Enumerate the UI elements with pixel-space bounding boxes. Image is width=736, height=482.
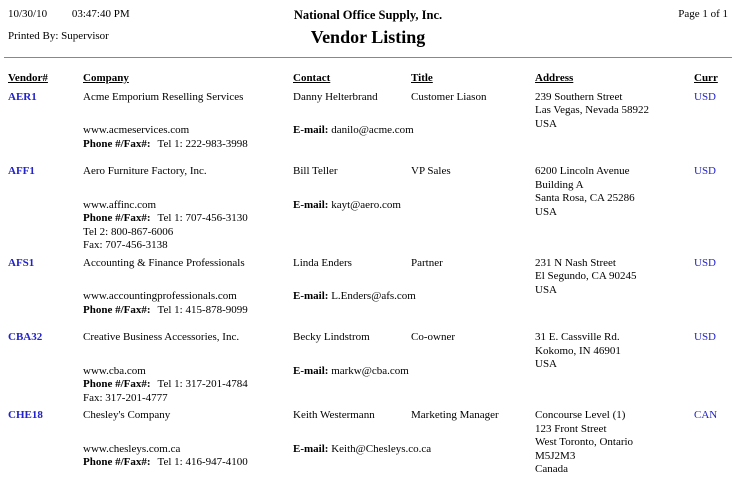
currency-link[interactable]: USD: [694, 331, 717, 343]
email-value: L.Enders@afs.com: [331, 290, 416, 302]
address-line: Kokomo, IN 46901: [535, 344, 621, 357]
address-cell: [535, 257, 694, 328]
address-line: USA: [535, 117, 558, 130]
email-label: E-mail:: [293, 364, 332, 377]
phone-fax-line: [83, 456, 293, 470]
phone-extra-line: Fax: 317-201-4777: [83, 391, 168, 404]
address-line: 231 N Nash Street: [535, 256, 616, 269]
address-line: West Toronto, Ontario: [535, 436, 634, 448]
title-cell: [411, 91, 535, 162]
column-header-title: Title: [411, 72, 433, 84]
contact-name-text: Bill Teller: [293, 165, 338, 177]
vendor-row: [0, 409, 736, 482]
phone-value: Tel 1: 222-983-3998: [157, 137, 248, 150]
vendor-row: [0, 165, 736, 253]
phone-fax-label: Phone #/Fax#:: [83, 303, 151, 316]
company-cell: [83, 409, 293, 482]
address-line: 31 E. Cassville Rd.: [535, 331, 620, 343]
address-line: USA: [535, 358, 558, 370]
phone-value: Tel 1: 317-201-4784: [157, 378, 248, 390]
address-cell: [535, 409, 694, 482]
phone-lines: [83, 378, 293, 405]
phone-lines: [83, 304, 293, 318]
vendor-row: [0, 257, 736, 328]
company-name-text: Chesley's Company: [83, 409, 171, 421]
vendor-id-link[interactable]: CHE18: [8, 409, 43, 421]
title-cell: [411, 331, 535, 405]
phone-fax-label: Phone #/Fax#:: [83, 456, 151, 468]
website-text: www.acmeservices.com: [83, 124, 190, 136]
printed-by-user: Supervisor: [61, 29, 109, 42]
contact-title-text: Partner: [411, 256, 443, 269]
column-header-row: [0, 58, 736, 91]
website-text: www.cba.com: [83, 364, 146, 377]
currency-link[interactable]: USD: [694, 90, 717, 103]
column-header-contact: Contact: [293, 72, 331, 84]
page-indicator: Page 1 of 1: [678, 8, 728, 20]
phone-value: Tel 1: 707-456-3130: [157, 212, 248, 224]
vendor-row: [0, 331, 736, 405]
vendor-id-link[interactable]: AER1: [8, 90, 37, 103]
address-line: Concourse Level (1): [535, 409, 626, 421]
contact-name-text: Keith Westermann: [293, 409, 375, 421]
phone-fax-label: Phone #/Fax#:: [83, 212, 151, 224]
email-value: markw@cba.com: [331, 364, 409, 377]
contact-name-text: Linda Enders: [293, 256, 352, 269]
company-cell: [83, 91, 293, 162]
address-line: 123 Front Street: [535, 422, 607, 435]
email-label: E-mail:: [293, 198, 332, 211]
email-value: Keith@Chesleys.co.ca: [331, 442, 432, 455]
vendor-id-link[interactable]: CBA32: [8, 331, 43, 343]
vendor-list: [0, 91, 736, 482]
title-cell: [411, 165, 535, 253]
contact-title-text: Customer Liason: [411, 90, 487, 103]
phone-lines: [83, 212, 293, 253]
company-name-text: Aero Furniture Factory, Inc.: [83, 165, 207, 177]
phone-value: Tel 1: 415-878-9099: [157, 303, 248, 316]
phone-lines: [83, 456, 293, 470]
address-line: El Segundo, CA 90245: [535, 270, 637, 282]
contact-cell: [293, 165, 411, 253]
email-value: danilo@acme.com: [331, 124, 414, 136]
title-cell: [411, 257, 535, 328]
column-header-address: Address: [535, 72, 574, 84]
email-line: [293, 290, 416, 304]
report-header: [0, 0, 736, 48]
email-label: E-mail:: [293, 290, 332, 302]
address-cell: [535, 331, 694, 405]
contact-title-text: Co-owner: [411, 331, 455, 343]
contact-title-text: Marketing Manager: [411, 409, 499, 421]
company-name: National Office Supply, Inc.: [293, 8, 443, 22]
email-line: [293, 124, 414, 138]
contact-cell: [293, 409, 432, 482]
currency-link[interactable]: CAN: [694, 409, 718, 421]
header-left: [8, 8, 238, 48]
printed-by-line: [8, 30, 238, 44]
email-line: [293, 442, 432, 457]
contact-cell: [293, 256, 416, 328]
phone-fax-line: [83, 138, 293, 152]
phone-fax-line: [83, 212, 293, 226]
email-line: [293, 199, 411, 213]
address-line: Building A: [535, 178, 584, 191]
title-cell: [411, 409, 535, 482]
contact-cell: [293, 331, 411, 405]
website-text: www.chesleys.com.ca: [83, 442, 181, 455]
phone-fax-line: [83, 304, 293, 318]
phone-extra-line: Tel 2: 800-867-6006: [83, 225, 174, 238]
company-cell: [83, 331, 293, 405]
address-line: USA: [535, 205, 558, 218]
vendor-id-link[interactable]: AFS1: [8, 256, 35, 269]
address-line: 239 Southern Street: [535, 90, 623, 103]
phone-fax-label: Phone #/Fax#:: [83, 378, 151, 390]
company-cell: [83, 257, 293, 328]
contact-title-text: VP Sales: [411, 165, 451, 177]
vendor-id-link[interactable]: AFF1: [8, 165, 35, 177]
address-line: M5J2M3: [535, 449, 576, 462]
phone-lines: [83, 138, 293, 152]
address-line: USA: [535, 283, 558, 296]
address-cell: [535, 91, 694, 162]
column-header-currency: Curr: [694, 72, 718, 84]
company-cell: [83, 165, 293, 253]
column-header-company: Company: [83, 72, 129, 84]
phone-fax-line: [83, 378, 293, 392]
address-line: Santa Rosa, CA 25286: [535, 192, 635, 204]
company-name-text: Accounting & Finance Professionals: [83, 256, 245, 269]
company-name-text: Acme Emporium Reselling Services: [83, 90, 244, 103]
company-name-text: Creative Business Accessories, Inc.: [83, 331, 240, 343]
report-date: 10/30/10: [8, 8, 48, 20]
address-line: 6200 Lincoln Avenue: [535, 165, 630, 177]
contact-name-text: Becky Lindstrom: [293, 331, 370, 343]
email-label: E-mail:: [293, 442, 332, 455]
phone-extra-line: Fax: 707-456-3138: [83, 239, 168, 251]
currency-link[interactable]: USD: [694, 165, 717, 177]
website-text: www.affinc.com: [83, 198, 157, 211]
email-line: [293, 365, 411, 379]
contact-name-text: Danny Helterbrand: [293, 90, 378, 103]
printed-by-label: Printed By:: [8, 29, 59, 42]
address-cell: [535, 165, 694, 253]
report-title: Vendor Listing: [310, 27, 426, 47]
report-time: 03:47:40 PM: [71, 8, 130, 20]
header-center: [238, 8, 498, 48]
phone-value: Tel 1: 416-947-4100: [157, 456, 248, 468]
phone-fax-label: Phone #/Fax#:: [83, 137, 151, 150]
email-label: E-mail:: [293, 124, 332, 136]
address-line: Canada: [535, 463, 568, 475]
address-line: Las Vegas, Nevada 58922: [535, 104, 650, 116]
contact-cell: [293, 90, 414, 162]
email-value: kayt@aero.com: [331, 198, 401, 211]
vendor-row: [0, 91, 736, 162]
column-header-vendor: Vendor#: [8, 72, 48, 84]
currency-link[interactable]: USD: [694, 256, 717, 269]
date-time-line: [8, 8, 238, 22]
website-text: www.accountingprofessionals.com: [83, 290, 237, 302]
